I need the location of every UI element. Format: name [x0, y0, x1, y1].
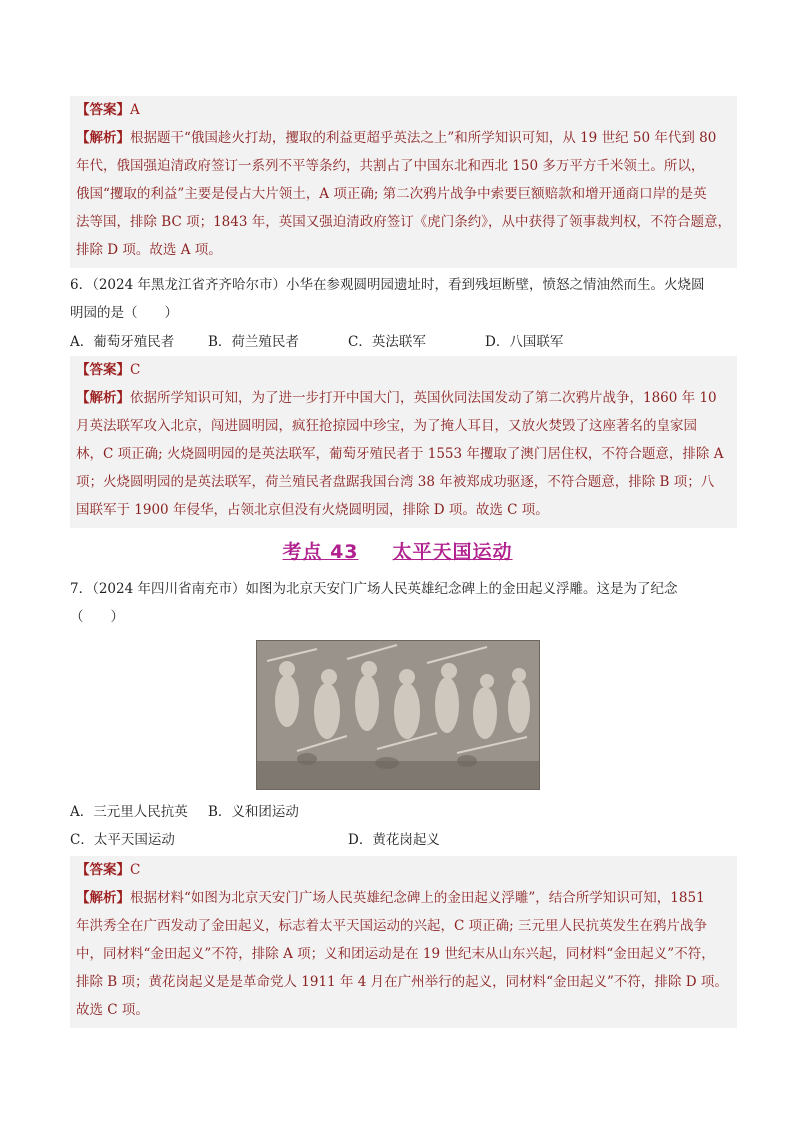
option-d[interactable]: D．八国联军	[485, 334, 564, 350]
option-a[interactable]: A．三元里人民抗英	[70, 804, 188, 820]
explanation-text: 年代，俄国强迫清政府签订一系列不平等条约，共割占了中国东北和西北 150 多万平方千米领土。所以，	[76, 158, 705, 174]
option-b[interactable]: B．义和团运动	[208, 804, 299, 820]
explanation-text: 排除 B 项；黄花岗起义是是革命党人 1911 年 4 月在广州举行的起义，同材料“金田起义”不符，排除 D 项。	[76, 974, 728, 990]
option-d[interactable]: D．黄花岗起义	[348, 832, 440, 848]
q6-answer-block	[70, 356, 737, 528]
explanation-text: 根据材料“如图为北京天安门广场人民英雄纪念碑上的金田起义浮雕”，结合所学知识可知，1851	[130, 890, 705, 906]
explanation-label: 【解析】	[76, 130, 130, 146]
explanation-text: 依据所学知识可知，为了进一步打开中国大门，英国伙同法国发动了第二次鸦片战争，1860 年 10	[130, 390, 717, 406]
explanation-text: 俄国“攫取的利益”主要是侵占大片领土，A 项正确; 第二次鸦片战争中索要巨额赔款和增开通商口岸的是英	[76, 186, 707, 202]
option-c[interactable]: C．太平天国运动	[70, 832, 175, 848]
answer-value: C	[130, 362, 141, 378]
explanation-text: 法等国，排除 BC 项；1843 年，英国又强迫清政府签订《虎门条约》，从中获得了领事裁判权，不符合题意，	[76, 214, 731, 230]
explanation-text: 国联军于 1900 年侵华，占领北京但没有火烧圆明园，排除 D 项。故选 C 项。	[76, 502, 549, 518]
jintian-uprising-relief-image	[256, 640, 540, 790]
answer-value: C	[130, 862, 141, 878]
answer-label: 【答案】	[76, 862, 130, 878]
q5-explanation-line	[76, 124, 731, 152]
explanation-text: 月英法联军攻入北京，闯进圆明园，疯狂抢掠园中珍宝，为了掩人耳目，又放火焚毁了这座著名的皇家园	[76, 418, 697, 434]
q6-answer-line	[76, 356, 731, 384]
q6-stem	[70, 271, 725, 327]
explanation-text: 中，同材料“金田起义”不符，排除 A 项；义和团运动是在 19 世纪末从山东兴起，同材料“金田起义”不符，	[76, 946, 715, 962]
explanation-label: 【解析】	[76, 390, 130, 406]
option-c[interactable]: C．英法联军	[348, 334, 426, 350]
q6-options	[70, 328, 725, 356]
q7-stem	[70, 575, 725, 631]
explanation-label: 【解析】	[76, 890, 130, 906]
relief-illustration	[257, 641, 539, 789]
q6-explanation-line	[76, 384, 731, 412]
explanation-text: 排除 D 项。故选 A 项。	[76, 242, 222, 258]
question-text: 明园的是（ ）	[70, 305, 178, 321]
answer-label: 【答案】	[76, 102, 130, 118]
option-b[interactable]: B．荷兰殖民者	[208, 334, 299, 350]
explanation-text: 林，C 项正确; 火烧圆明园的是英法联军，葡萄牙殖民者于 1553 年攫取了澳门居住权，不符合题意，排除 A	[76, 446, 724, 462]
q7-options	[70, 798, 725, 854]
section-title: 太平天国运动	[392, 541, 513, 563]
section-heading	[70, 536, 725, 568]
q5-answer-line	[76, 96, 731, 124]
q7-answer-line	[76, 856, 731, 884]
q5-answer-block	[70, 96, 737, 268]
answer-value: A	[130, 102, 140, 118]
explanation-text: 根据题干“俄国趁火打劫，攫取的利益更超乎英法之上”和所学知识可知，从 19 世纪 50 年代到 80	[130, 130, 717, 146]
explanation-text: 故选 C 项。	[76, 1002, 149, 1018]
question-text: （ ）	[70, 609, 124, 625]
q7-explanation-line	[76, 884, 731, 912]
answer-label: 【答案】	[76, 362, 130, 378]
question-text: 7．（2024 年四川省南充市）如图为北京天安门广场人民英雄纪念碑上的金田起义浮雕。这是为了纪念	[70, 581, 678, 597]
question-text: 6．（2024 年黑龙江省齐齐哈尔市）小华在参观圆明园遗址时，看到残垣断壁，愤怒之情油然而生。火烧圆	[70, 277, 705, 293]
section-number: 考点 43	[282, 541, 359, 563]
explanation-text: 项；火烧圆明园的是英法联军，荷兰殖民者盘踞我国台湾 38 年被郑成功驱逐，不符合题意，排除 B 项；八	[76, 474, 715, 490]
option-a[interactable]: A．葡萄牙殖民者	[70, 334, 175, 350]
q7-answer-block	[70, 856, 737, 1028]
explanation-text: 年洪秀全在广西发动了金田起义，标志着太平天国运动的兴起，C 项正确; 三元里人民抗英发生在鸦片战争	[76, 918, 707, 934]
